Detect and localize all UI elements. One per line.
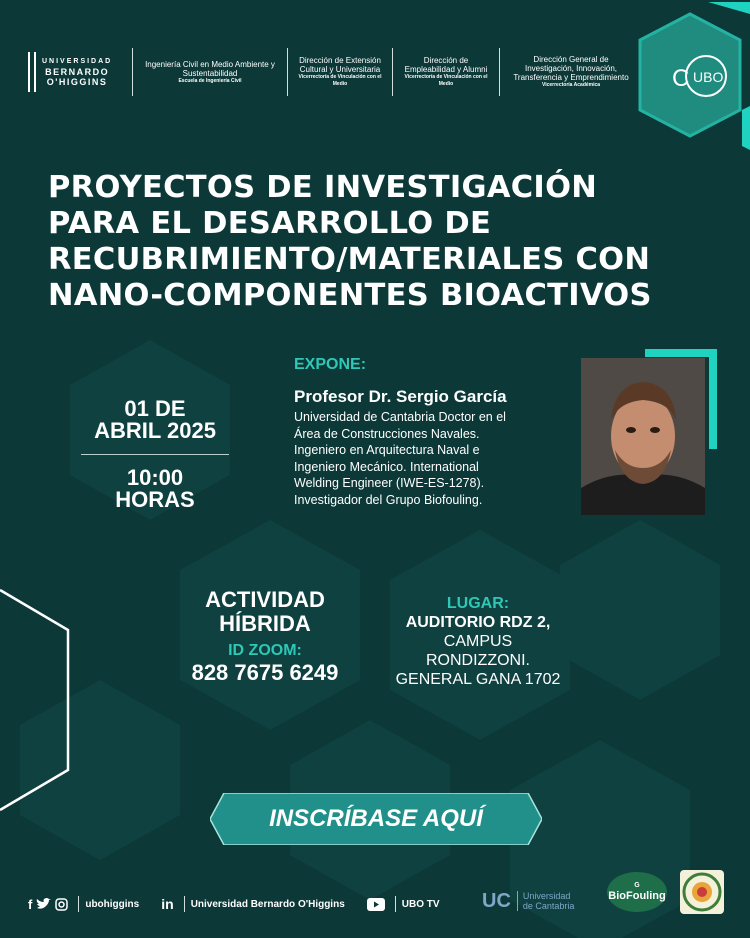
youtube-icon[interactable] xyxy=(367,898,385,911)
place-label: LUGAR: xyxy=(446,595,510,612)
universidad-cantabria-logo: UC Universidad de Cantabria xyxy=(482,889,575,912)
header-block-extension: Dirección de Extensión Cultural y Universitaria Vicerrectoría de Vinculación con el Medio xyxy=(298,56,382,87)
retro-project-logo xyxy=(680,870,724,914)
header-block-investigacion: Dirección General de Investigación, Innovación, Transferencia y Emprendimiento Vicerrectoría Académica xyxy=(513,55,629,88)
event-date: 01 DE ABRIL 2025 10:00 HORAS xyxy=(60,398,250,511)
header-separator xyxy=(132,48,133,96)
ubo-emblem-icon xyxy=(28,52,36,92)
facebook-icon[interactable]: f xyxy=(28,896,33,912)
header-logos xyxy=(28,46,638,98)
retro-badge-icon xyxy=(680,870,724,914)
ubo-university-logo xyxy=(28,48,128,96)
header-separator xyxy=(499,48,500,96)
hex-logo-c: C xyxy=(672,65,690,92)
activity-info: ACTIVIDAD HÍBRIDA ID ZOOM: 828 7675 6249 xyxy=(160,588,370,686)
youtube-name[interactable]: UBO TV xyxy=(401,898,440,910)
header-separator xyxy=(392,48,393,96)
date-divider xyxy=(81,454,229,455)
linkedin-icon[interactable]: in xyxy=(161,896,174,912)
event-title: PROYECTOS DE INVESTIGACIÓN PARA EL DESARROLLO DE RECUBRIMIENTO/MATERIALES CON NANO-COMPONENTES BIOACTIVOS xyxy=(48,170,652,313)
speaker-photo-block xyxy=(581,349,717,515)
instagram-icon[interactable] xyxy=(55,898,68,911)
c-ubo-hex-logo xyxy=(630,0,750,160)
social-handle-group[interactable] xyxy=(28,896,139,912)
header-block-ingenieria: Ingeniería Civil en Medio Ambiente y Sustentabilidad Escuela de Ingeniería Civil xyxy=(145,59,275,84)
header-separator xyxy=(287,48,288,96)
hex-logo-ubo: UBO xyxy=(693,69,724,85)
linkedin-group[interactable] xyxy=(161,896,345,912)
linkedin-name[interactable]: Universidad Bernardo O'Higgins xyxy=(190,898,345,910)
university-name: UNIVERSIDAD BERNARDO O'HIGGINS xyxy=(42,58,113,87)
zoom-id: 828 7675 6249 xyxy=(191,660,339,685)
youtube-group[interactable] xyxy=(367,896,440,912)
speaker-bio: Universidad de Cantabria Doctor en el Área de Construcciones Navales. Ingeniero en Arquitectura Naval e Ingeniero Mecánico. International Welding Engineer (IWE-ES-1278). Investigador del Grupo Biofouling. xyxy=(294,410,506,507)
register-button-label: INSCRÍBASE AQUÍ xyxy=(269,805,483,832)
speaker-portrait-icon xyxy=(581,358,705,515)
place-info: LUGAR: AUDITORIO RDZ 2, CAMPUS RONDIZZONI. GENERAL GANA 1702 xyxy=(378,595,578,689)
header-block-empleabilidad: Dirección de Empleabilidad y Alumni Vicerrectoría de Vinculación con el Medio xyxy=(404,56,488,87)
speaker-name: Profesor Dr. Sergio García xyxy=(294,387,507,406)
social-handle[interactable]: ubohiggins xyxy=(85,898,140,910)
speaker-label: EXPONE: xyxy=(294,356,367,373)
speaker-info xyxy=(294,356,574,508)
footer-separator xyxy=(78,896,79,912)
register-button[interactable] xyxy=(210,793,542,845)
footer-social xyxy=(28,892,462,916)
footer-separator xyxy=(184,896,185,912)
biofouling-logo: G BioFouling xyxy=(607,872,667,912)
zoom-label: ID ZOOM: xyxy=(228,642,302,659)
footer-separator xyxy=(395,896,396,912)
twitter-icon[interactable] xyxy=(36,898,51,911)
speaker-photo xyxy=(581,358,705,515)
